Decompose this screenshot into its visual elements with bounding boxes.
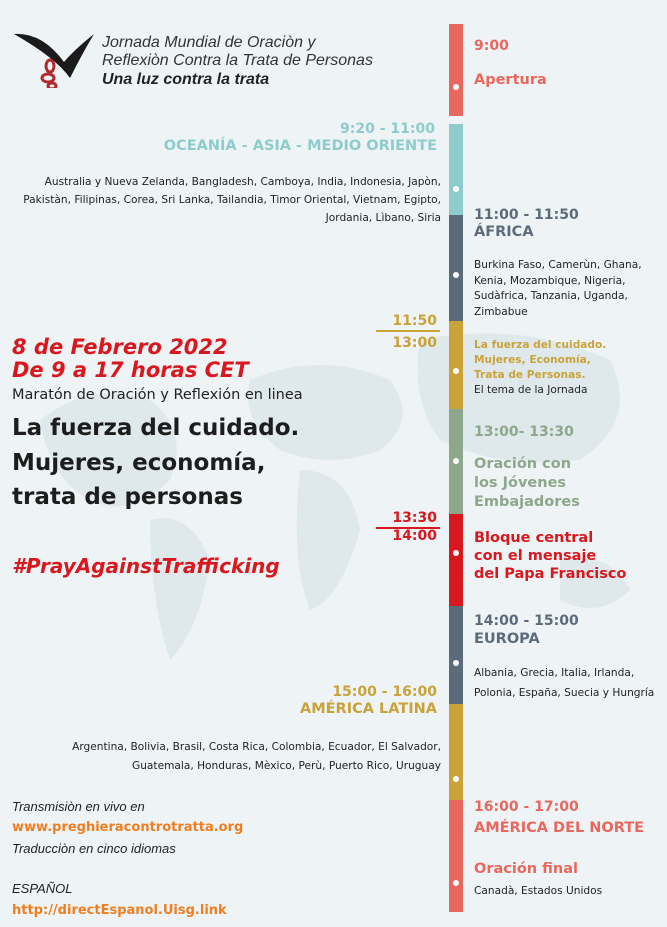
hashtag: #PrayAgainstTrafficking [12,554,280,578]
jovenes-title-line-2: los Jóvenes [474,475,567,491]
bloque-title-line-3: del Papa Francisco [474,566,627,582]
fuerza-title-line-1: La fuerza del cuidado. [474,339,607,351]
latina-time: 15:00 - 16:00 [332,684,437,700]
headline-line-2: Mujeres, economía, [12,450,266,476]
timeline-dot [453,550,459,556]
timeline-dot [453,880,459,886]
africa-region: ÁFRICA [474,224,534,240]
timeline-dot [453,272,459,278]
latina-region: AMÉRICA LATINA [299,701,437,717]
norte-time: 16:00 - 17:00 [474,799,579,815]
header-tagline: Una luz contra la trata [102,71,270,88]
event-subtitle: Maratón de Oración y Reflexión en linea [12,387,303,403]
oceania-countries-line-2: Pakistàn, Filipinas, Corea, Sri Lanka, Tailandia, Timor Oriental, Vietnam, Egipto, [23,194,441,206]
timeline-dot [453,776,459,782]
bloque-title-line-1: Bloque central [474,530,594,546]
europa-time: 14:00 - 15:00 [474,613,579,629]
timeline-segment-latina [449,704,463,800]
traduccion-label: Traducciòn en cinco idiomas [12,841,176,856]
spanish-stream-link[interactable]: http://directEspanol.Uisg.link [12,903,227,918]
stream-link[interactable]: www.preghieracontrotratta.org [12,820,244,835]
norte-region: AMÉRICA DEL NORTE [474,820,645,836]
africa-time: 11:00 - 11:50 [474,207,579,223]
event-hours: De 9 a 17 horas CET [12,358,249,382]
jovenes-title-line-1: Oración con [474,456,572,472]
fuerza-time-end: 13:00 [392,335,437,351]
timeline-dot [453,368,459,374]
africa-countries-line-4: Zimbabue [474,305,528,318]
norte-final-label: Oración final [474,861,578,877]
timeline-dot [453,660,459,666]
europa-countries-line-1: Albania, Grecia, Italia, Irlanda, [474,667,635,679]
europa-countries-line-2: Polonia, España, Suecia y Hungría [474,687,655,699]
headline-line-3: trata de personas [12,484,243,510]
bird-chain-logo [12,28,96,88]
fuerza-title-line-2: Mujeres, Economía, [474,354,591,366]
jovenes-time: 13:00- 13:30 [474,424,574,440]
header-line-1: Jornada Mundial de Oraciòn y [102,34,316,51]
fuerza-time-start: 11:50 [392,313,437,329]
timeline-segment-europa [449,606,463,704]
africa-countries-line-2: Kenia, Mozambique, Nigeria, [474,274,626,287]
timeline-segment-africa [449,215,463,321]
oceania-region: OCEANÍA - ASIA - MEDIO ORIENTE [163,138,437,154]
fuerza-note: El tema de la Jornada [474,384,588,396]
bloque-time-end: 14:00 [392,528,437,544]
timeline-dot [453,186,459,192]
event-date: 8 de Febrero 2022 [12,335,228,359]
oceania-countries-line-3: Jordania, Lìbano, Siria [325,212,441,224]
timeline-segment-norte [449,800,463,912]
jovenes-title-line-3: Embajadores [474,494,580,510]
fuerza-time-divider [376,330,440,332]
oceania-countries-line-1: Australia y Nueva Zelanda, Bangladesh, Camboya, India, Indonesia, Japòn, [44,176,441,188]
language-label: ESPAÑOL [12,881,73,896]
bloque-title-line-2: con el mensaje [474,548,597,564]
timeline-segment-bloque [449,514,463,606]
africa-countries-line-1: Burkina Faso, Camerùn, Ghana, [474,259,642,271]
oceania-time: 9:20 - 11:00 [340,121,435,137]
timeline-dot [453,84,459,90]
timeline-segment-apertura [449,24,463,116]
transmision-label: Transmisiòn en vivo en [12,799,145,814]
header-line-2: Reflexiòn Contra la Trata de Personas [102,52,373,69]
apertura-label: Apertura [474,72,547,88]
europa-region: EUROPA [474,631,540,647]
bloque-time-start: 13:30 [392,510,437,526]
apertura-time: 9:00 [474,38,509,54]
headline-line-1: La fuerza del cuidado. [12,415,300,441]
fuerza-title-line-3: Trata de Personas. [474,369,586,381]
africa-countries-line-3: Sudàfrica, Tanzania, Uganda, [474,290,628,302]
timeline-segment-fuerza [449,321,463,409]
latina-countries-line-1: Argentina, Bolivia, Brasil, Costa Rica, Colombia, Ecuador, El Salvador, [72,741,441,753]
timeline-dot [453,458,459,464]
latina-countries-line-2: Guatemala, Honduras, Mèxico, Perù, Puerto Rico, Uruguay [132,760,441,772]
timeline-segment-oceania [449,124,463,218]
norte-countries: Canadà, Estados Unidos [474,885,603,897]
